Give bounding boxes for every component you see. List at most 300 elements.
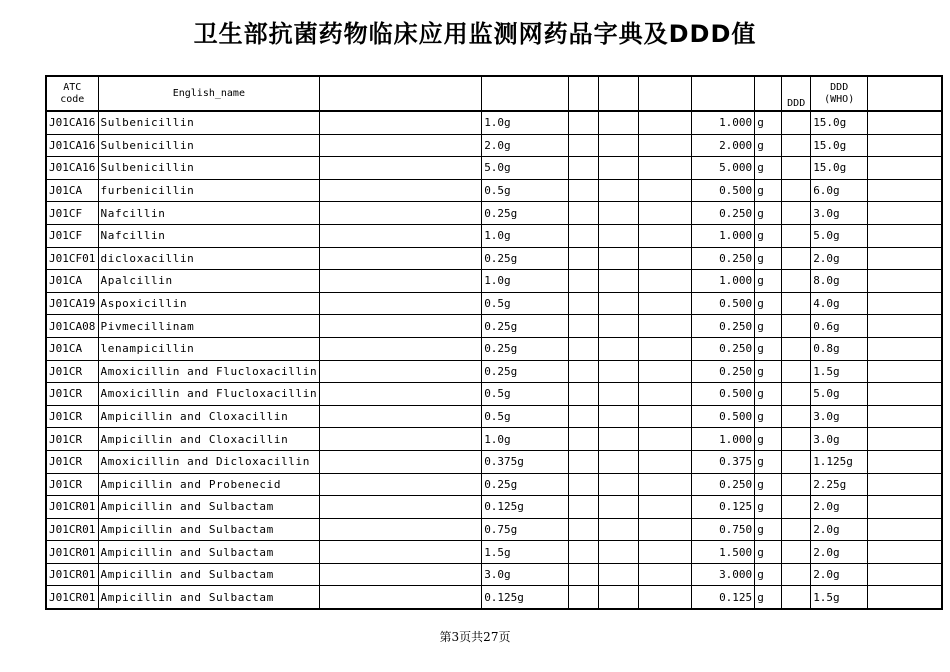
cell-atc-code: J01CR: [46, 450, 98, 473]
cell-chinese-name: [320, 518, 482, 541]
cell-col7: [639, 360, 692, 383]
cell-ddd-flag: [782, 224, 811, 247]
cell-col6: [599, 518, 639, 541]
cell-ddd-flag: [782, 179, 811, 202]
cell-unit: g: [755, 247, 782, 270]
cell-col7: [639, 157, 692, 180]
cell-english-name: Sulbenicillin: [98, 111, 320, 134]
cell-spec: 5.0g: [482, 157, 569, 180]
cell-ddd-who: 2.0g: [811, 518, 868, 541]
cell-spec: 0.125g: [482, 496, 569, 519]
cell-ddd-flag: [782, 473, 811, 496]
header-atc-code: ATC code: [46, 76, 98, 111]
cell-english-name: Ampicillin and Sulbactam: [98, 518, 320, 541]
cell-remarks: [868, 179, 942, 202]
cell-remarks: [868, 518, 942, 541]
cell-english-name: Nafcillin: [98, 202, 320, 225]
cell-remarks: [868, 134, 942, 157]
cell-unit: g: [755, 111, 782, 134]
cell-dose: 1.500: [692, 541, 755, 564]
table-row: [46, 496, 942, 519]
cell-ddd-who: 2.25g: [811, 473, 868, 496]
cell-ddd-who: 1.5g: [811, 360, 868, 383]
cell-chinese-name: [320, 157, 482, 180]
cell-col6: [599, 383, 639, 406]
cell-chinese-name: [320, 134, 482, 157]
cell-remarks: [868, 563, 942, 586]
cell-unit: g: [755, 360, 782, 383]
cell-col6: [599, 541, 639, 564]
cell-chinese-name: [320, 179, 482, 202]
cell-unit: g: [755, 202, 782, 225]
table-row: [46, 518, 942, 541]
cell-spec: 0.25g: [482, 337, 569, 360]
cell-english-name: Apalcillin: [98, 270, 320, 293]
header-english-name: English_name: [98, 76, 320, 111]
cell-col5: [569, 202, 599, 225]
cell-col7: [639, 315, 692, 338]
table-row: [46, 315, 942, 338]
page-title: 卫生部抗菌药物临床应用监测网药品字典及DDD值: [193, 20, 757, 48]
table-row: [46, 111, 942, 134]
cell-ddd-who: 6.0g: [811, 179, 868, 202]
cell-ddd-who: 2.0g: [811, 563, 868, 586]
cell-col6: [599, 360, 639, 383]
cell-atc-code: J01CR: [46, 473, 98, 496]
cell-col7: [639, 518, 692, 541]
cell-english-name: Ampicillin and Cloxacillin: [98, 405, 320, 428]
cell-dose: 3.000: [692, 563, 755, 586]
cell-col6: [599, 157, 639, 180]
cell-atc-code: J01CA16: [46, 157, 98, 180]
cell-dose: 2.000: [692, 134, 755, 157]
cell-atc-code: J01CR01: [46, 586, 98, 609]
cell-col7: [639, 247, 692, 270]
cell-dose: 0.500: [692, 383, 755, 406]
cell-english-name: Ampicillin and Cloxacillin: [98, 428, 320, 451]
cell-col7: [639, 337, 692, 360]
cell-remarks: [868, 111, 942, 134]
cell-remarks: [868, 541, 942, 564]
cell-chinese-name: [320, 247, 482, 270]
cell-ddd-flag: [782, 360, 811, 383]
cell-remarks: [868, 202, 942, 225]
cell-ddd-flag: [782, 518, 811, 541]
cell-unit: g: [755, 496, 782, 519]
table-row: [46, 337, 942, 360]
cell-chinese-name: [320, 270, 482, 293]
cell-atc-code: J01CF: [46, 202, 98, 225]
cell-chinese-name: [320, 586, 482, 609]
cell-ddd-who: 15.0g: [811, 111, 868, 134]
cell-spec: 1.0g: [482, 224, 569, 247]
cell-chinese-name: [320, 473, 482, 496]
cell-col5: [569, 383, 599, 406]
cell-col5: [569, 563, 599, 586]
cell-col7: [639, 179, 692, 202]
cell-remarks: [868, 157, 942, 180]
cell-col7: [639, 383, 692, 406]
cell-remarks: [868, 383, 942, 406]
cell-spec: 1.5g: [482, 541, 569, 564]
cell-dose: 0.250: [692, 337, 755, 360]
cell-english-name: Amoxicillin and Flucloxacillin: [98, 360, 320, 383]
cell-ddd-who: 5.0g: [811, 224, 868, 247]
table-row: [46, 134, 942, 157]
table-row: [46, 202, 942, 225]
cell-unit: g: [755, 315, 782, 338]
cell-ddd-who: 3.0g: [811, 202, 868, 225]
cell-col7: [639, 473, 692, 496]
cell-ddd-flag: [782, 134, 811, 157]
cell-english-name: dicloxacillin: [98, 247, 320, 270]
cell-spec: 2.0g: [482, 134, 569, 157]
cell-unit: g: [755, 473, 782, 496]
cell-ddd-who: 2.0g: [811, 541, 868, 564]
cell-col7: [639, 428, 692, 451]
cell-chinese-name: [320, 541, 482, 564]
cell-remarks: [868, 315, 942, 338]
table-row: [46, 586, 942, 609]
cell-ddd-flag: [782, 496, 811, 519]
cell-ddd-flag: [782, 428, 811, 451]
cell-chinese-name: [320, 111, 482, 134]
cell-col5: [569, 157, 599, 180]
cell-chinese-name: [320, 496, 482, 519]
cell-spec: 0.75g: [482, 518, 569, 541]
header-spec: [482, 76, 569, 111]
cell-unit: g: [755, 337, 782, 360]
cell-ddd-flag: [782, 541, 811, 564]
cell-col5: [569, 473, 599, 496]
cell-spec: 0.25g: [482, 473, 569, 496]
cell-english-name: Pivmecillinam: [98, 315, 320, 338]
table-row: [46, 247, 942, 270]
cell-ddd-flag: [782, 405, 811, 428]
cell-ddd-who: 15.0g: [811, 157, 868, 180]
cell-ddd-who: 3.0g: [811, 428, 868, 451]
header-unit: [755, 76, 782, 111]
cell-ddd-flag: [782, 247, 811, 270]
cell-atc-code: J01CA08: [46, 315, 98, 338]
cell-col6: [599, 450, 639, 473]
header-ddd-who: DDD (WHO): [811, 76, 868, 111]
cell-dose: 0.500: [692, 179, 755, 202]
cell-col6: [599, 315, 639, 338]
header-ddd: DDD: [782, 76, 811, 111]
cell-remarks: [868, 428, 942, 451]
cell-unit: g: [755, 224, 782, 247]
cell-col6: [599, 224, 639, 247]
cell-english-name: furbenicillin: [98, 179, 320, 202]
cell-english-name: Aspoxicillin: [98, 292, 320, 315]
cell-unit: g: [755, 563, 782, 586]
cell-ddd-flag: [782, 337, 811, 360]
header-chinese-name: [320, 76, 482, 111]
cell-english-name: Ampicillin and Sulbactam: [98, 586, 320, 609]
table-row: [46, 383, 942, 406]
table-row: [46, 541, 942, 564]
cell-unit: g: [755, 405, 782, 428]
cell-atc-code: J01CR: [46, 428, 98, 451]
cell-atc-code: J01CR01: [46, 541, 98, 564]
cell-ddd-who: 4.0g: [811, 292, 868, 315]
cell-dose: 0.250: [692, 360, 755, 383]
cell-chinese-name: [320, 315, 482, 338]
cell-dose: 0.250: [692, 315, 755, 338]
cell-col5: [569, 337, 599, 360]
cell-col6: [599, 428, 639, 451]
cell-ddd-flag: [782, 270, 811, 293]
cell-unit: g: [755, 450, 782, 473]
table-row: [46, 179, 942, 202]
cell-dose: 0.250: [692, 202, 755, 225]
cell-col7: [639, 541, 692, 564]
cell-atc-code: J01CR: [46, 383, 98, 406]
cell-unit: g: [755, 586, 782, 609]
cell-dose: 5.000: [692, 157, 755, 180]
cell-unit: g: [755, 383, 782, 406]
cell-ddd-who: 5.0g: [811, 383, 868, 406]
cell-remarks: [868, 405, 942, 428]
cell-dose: 1.000: [692, 224, 755, 247]
cell-col7: [639, 405, 692, 428]
cell-spec: 0.5g: [482, 292, 569, 315]
cell-chinese-name: [320, 563, 482, 586]
cell-atc-code: J01CA16: [46, 111, 98, 134]
cell-col5: [569, 292, 599, 315]
cell-atc-code: J01CA: [46, 270, 98, 293]
cell-unit: g: [755, 518, 782, 541]
cell-english-name: Ampicillin and Sulbactam: [98, 541, 320, 564]
header-remarks: [868, 76, 942, 111]
cell-col7: [639, 202, 692, 225]
cell-atc-code: J01CF01: [46, 247, 98, 270]
cell-dose: 0.500: [692, 292, 755, 315]
cell-unit: g: [755, 179, 782, 202]
cell-col5: [569, 496, 599, 519]
cell-remarks: [868, 450, 942, 473]
cell-unit: g: [755, 270, 782, 293]
cell-unit: g: [755, 292, 782, 315]
cell-col5: [569, 541, 599, 564]
cell-col6: [599, 270, 639, 293]
header-dose: [692, 76, 755, 111]
cell-col6: [599, 111, 639, 134]
cell-ddd-who: 3.0g: [811, 405, 868, 428]
cell-col5: [569, 518, 599, 541]
cell-ddd-who: 8.0g: [811, 270, 868, 293]
cell-col6: [599, 563, 639, 586]
cell-english-name: Ampicillin and Sulbactam: [98, 563, 320, 586]
cell-spec: 0.25g: [482, 315, 569, 338]
table-row: [46, 473, 942, 496]
table-row: [46, 360, 942, 383]
cell-remarks: [868, 337, 942, 360]
cell-unit: g: [755, 157, 782, 180]
cell-ddd-flag: [782, 315, 811, 338]
cell-atc-code: J01CR: [46, 360, 98, 383]
cell-col6: [599, 179, 639, 202]
cell-col5: [569, 405, 599, 428]
cell-col6: [599, 337, 639, 360]
cell-dose: 1.000: [692, 111, 755, 134]
table-row: [46, 292, 942, 315]
cell-col5: [569, 111, 599, 134]
cell-spec: 0.5g: [482, 179, 569, 202]
cell-remarks: [868, 473, 942, 496]
page-footer: 第3页共27页: [439, 630, 511, 644]
cell-english-name: Ampicillin and Probenecid: [98, 473, 320, 496]
cell-spec: 0.25g: [482, 202, 569, 225]
cell-ddd-who: 1.5g: [811, 586, 868, 609]
cell-spec: 1.0g: [482, 111, 569, 134]
cell-ddd-who: 2.0g: [811, 496, 868, 519]
cell-col5: [569, 270, 599, 293]
cell-english-name: Sulbenicillin: [98, 157, 320, 180]
cell-chinese-name: [320, 450, 482, 473]
cell-atc-code: J01CA: [46, 179, 98, 202]
cell-col5: [569, 179, 599, 202]
cell-dose: 1.000: [692, 270, 755, 293]
cell-ddd-who: 1.125g: [811, 450, 868, 473]
table-row: [46, 270, 942, 293]
cell-english-name: lenampicillin: [98, 337, 320, 360]
cell-col7: [639, 224, 692, 247]
cell-col5: [569, 315, 599, 338]
cell-chinese-name: [320, 202, 482, 225]
cell-ddd-who: 0.8g: [811, 337, 868, 360]
cell-col5: [569, 586, 599, 609]
header-col7: [639, 76, 692, 111]
cell-col6: [599, 496, 639, 519]
cell-chinese-name: [320, 224, 482, 247]
cell-atc-code: J01CF: [46, 224, 98, 247]
cell-atc-code: J01CR01: [46, 518, 98, 541]
cell-chinese-name: [320, 383, 482, 406]
header-col6: [599, 76, 639, 111]
cell-remarks: [868, 270, 942, 293]
cell-english-name: Ampicillin and Sulbactam: [98, 496, 320, 519]
cell-spec: 1.0g: [482, 428, 569, 451]
cell-dose: 0.125: [692, 496, 755, 519]
cell-col5: [569, 134, 599, 157]
cell-chinese-name: [320, 428, 482, 451]
cell-col7: [639, 270, 692, 293]
table-row: [46, 450, 942, 473]
cell-col6: [599, 405, 639, 428]
cell-chinese-name: [320, 405, 482, 428]
cell-remarks: [868, 496, 942, 519]
cell-col6: [599, 292, 639, 315]
cell-ddd-flag: [782, 586, 811, 609]
cell-spec: 0.125g: [482, 586, 569, 609]
cell-unit: g: [755, 134, 782, 157]
cell-chinese-name: [320, 337, 482, 360]
cell-col5: [569, 428, 599, 451]
header-col5: [569, 76, 599, 111]
table-row: [46, 224, 942, 247]
cell-ddd-flag: [782, 383, 811, 406]
cell-col7: [639, 586, 692, 609]
cell-atc-code: J01CR01: [46, 563, 98, 586]
cell-ddd-who: 2.0g: [811, 247, 868, 270]
drug-dictionary-table: [45, 75, 943, 610]
cell-col7: [639, 111, 692, 134]
cell-col7: [639, 134, 692, 157]
cell-atc-code: J01CR: [46, 405, 98, 428]
cell-atc-code: J01CR01: [46, 496, 98, 519]
cell-dose: 0.250: [692, 473, 755, 496]
cell-remarks: [868, 360, 942, 383]
cell-col7: [639, 450, 692, 473]
cell-unit: g: [755, 428, 782, 451]
cell-spec: 0.25g: [482, 247, 569, 270]
cell-dose: 0.500: [692, 405, 755, 428]
cell-chinese-name: [320, 360, 482, 383]
cell-remarks: [868, 247, 942, 270]
cell-ddd-flag: [782, 157, 811, 180]
cell-english-name: Amoxicillin and Dicloxacillin: [98, 450, 320, 473]
cell-spec: 0.5g: [482, 383, 569, 406]
cell-spec: 0.25g: [482, 360, 569, 383]
cell-english-name: Sulbenicillin: [98, 134, 320, 157]
cell-spec: 3.0g: [482, 563, 569, 586]
cell-col5: [569, 360, 599, 383]
cell-ddd-who: 15.0g: [811, 134, 868, 157]
cell-spec: 0.375g: [482, 450, 569, 473]
cell-chinese-name: [320, 292, 482, 315]
cell-dose: 0.375: [692, 450, 755, 473]
cell-ddd-flag: [782, 292, 811, 315]
cell-col6: [599, 202, 639, 225]
cell-dose: 0.750: [692, 518, 755, 541]
table-row: [46, 428, 942, 451]
table-header-row: [46, 76, 942, 111]
cell-col5: [569, 247, 599, 270]
table-row: [46, 405, 942, 428]
cell-unit: g: [755, 541, 782, 564]
cell-english-name: Nafcillin: [98, 224, 320, 247]
cell-atc-code: J01CA: [46, 337, 98, 360]
cell-col7: [639, 292, 692, 315]
cell-col7: [639, 496, 692, 519]
cell-ddd-flag: [782, 563, 811, 586]
cell-col6: [599, 473, 639, 496]
cell-english-name: Amoxicillin and Flucloxacillin: [98, 383, 320, 406]
table-row: [46, 157, 942, 180]
cell-dose: 1.000: [692, 428, 755, 451]
cell-col5: [569, 224, 599, 247]
cell-spec: 0.5g: [482, 405, 569, 428]
cell-col7: [639, 563, 692, 586]
table-row: [46, 563, 942, 586]
cell-remarks: [868, 586, 942, 609]
cell-ddd-flag: [782, 450, 811, 473]
cell-dose: 0.250: [692, 247, 755, 270]
cell-ddd-flag: [782, 202, 811, 225]
cell-col6: [599, 247, 639, 270]
cell-remarks: [868, 224, 942, 247]
cell-atc-code: J01CA16: [46, 134, 98, 157]
cell-ddd-flag: [782, 111, 811, 134]
cell-col6: [599, 134, 639, 157]
cell-remarks: [868, 292, 942, 315]
cell-spec: 1.0g: [482, 270, 569, 293]
cell-col6: [599, 586, 639, 609]
cell-dose: 0.125: [692, 586, 755, 609]
cell-atc-code: J01CA19: [46, 292, 98, 315]
